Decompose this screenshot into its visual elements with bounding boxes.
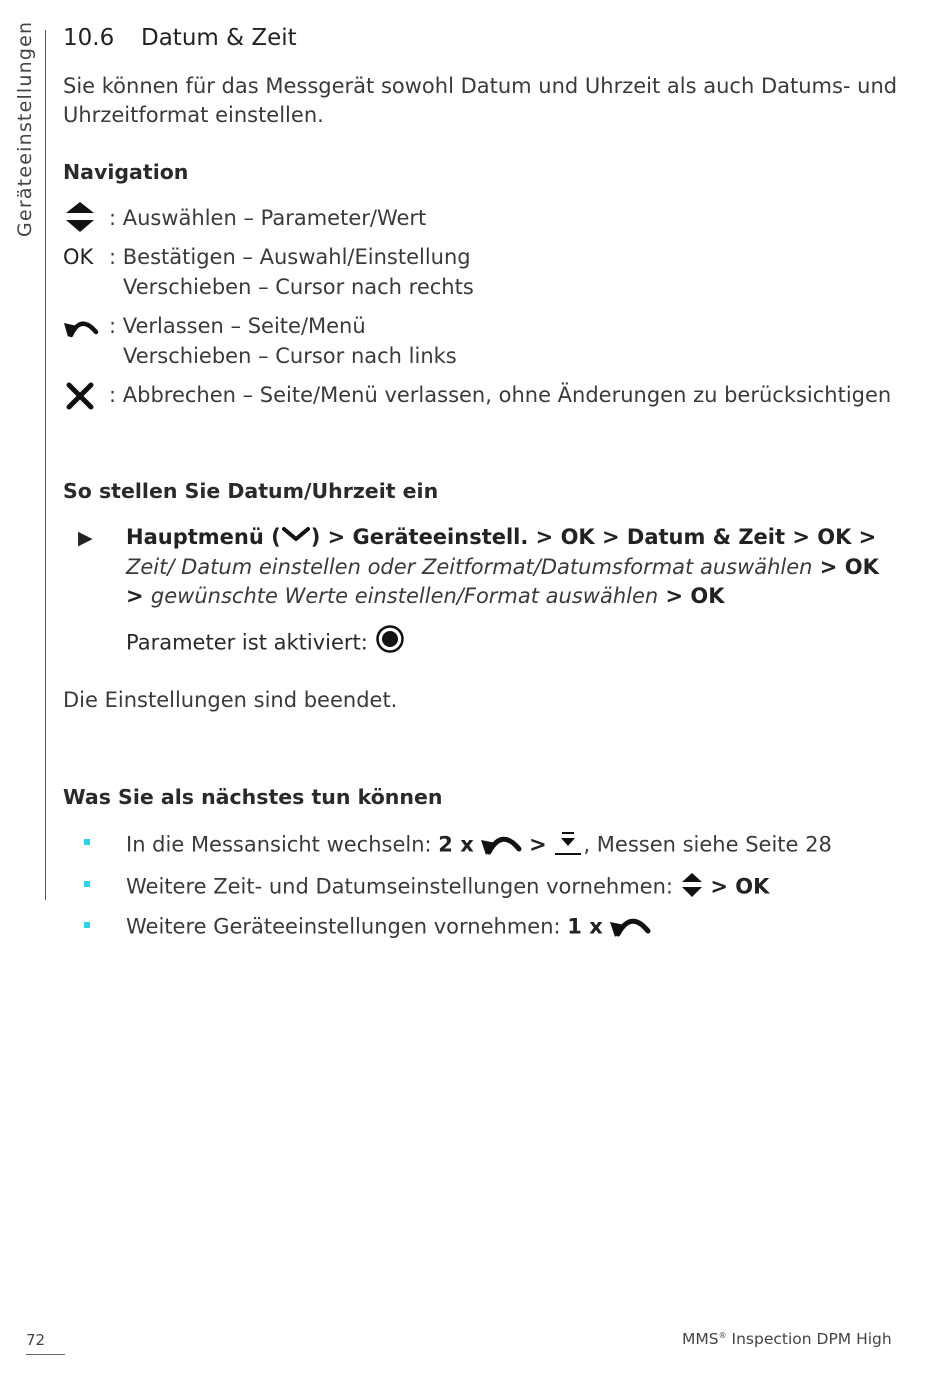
nav-ok-text: : Bestätigen – Auswahl/Einstellung: [109, 245, 471, 269]
page-number-underline: [26, 1354, 65, 1355]
up-down-arrows-icon: [63, 203, 103, 233]
bullet-square: [84, 881, 90, 887]
ok-key-label: OK: [63, 245, 94, 269]
section-number: 10.6: [63, 25, 115, 51]
radio-selected-icon: [375, 624, 405, 663]
step-bold-3: > OK >: [126, 554, 879, 609]
step-italic-1: Zeit/ Datum einstellen oder Zeitformat/Datumsformat auswählen: [126, 554, 813, 579]
sidebar-divider: [45, 30, 46, 900]
bullet-3-text: Weitere Geräteeinstellungen vornehmen:: [126, 914, 568, 939]
navigation-heading: Navigation: [63, 160, 189, 184]
step-bold-4: > OK: [658, 584, 725, 609]
bullet-square: [84, 839, 90, 845]
nav-back-text-2: Verschieben – Cursor nach links: [123, 344, 457, 368]
section-title: Datum & Zeit: [141, 25, 297, 51]
bullet-2-tail: > OK: [710, 874, 770, 899]
chevron-down-icon: [281, 523, 311, 553]
bullet-1-text: In die Messansicht wechseln:: [126, 832, 439, 857]
footer-product-name: Inspection DPM High: [726, 1330, 892, 1348]
nav-ok-text-2: Verschieben – Cursor nach rechts: [123, 275, 474, 299]
sidebar-chapter-label: Geräteeinstellungen: [14, 20, 36, 237]
back-arrow-icon: [480, 830, 522, 861]
next-heading: Was Sie als nächstes tun können: [63, 785, 443, 809]
registered-mark: ®: [718, 1331, 727, 1340]
bullet-square: [84, 922, 90, 928]
nav-back-text: : Verlassen – Seite/Menü: [109, 314, 366, 338]
bullet-1-separator: >: [529, 832, 547, 857]
parameter-line: [126, 624, 886, 663]
back-arrow-icon: [609, 912, 651, 943]
intro-paragraph: Sie können für das Messgerät sowohl Datum und Uhrzeit als auch Datums- und Uhrzeitformat einstellen.: [63, 74, 898, 127]
cancel-x-icon: [63, 380, 103, 410]
nav-select-text: : Auswählen – Parameter/Wert: [109, 206, 427, 230]
bullet-1-count: 2 x: [438, 832, 474, 857]
up-down-arrows-icon: [680, 871, 704, 904]
bullet-1-tail: , Messen siehe Seite 28: [583, 832, 832, 857]
nav-cancel-text: : Abbrechen – Seite/Menü verlassen, ohne Änderungen zu berücksichtigen: [109, 383, 892, 407]
procedure-heading: So stellen Sie Datum/Uhrzeit ein: [63, 479, 439, 503]
step-bold-2: ) > Geräteeinstell. > OK > Datum & Zeit > OK >: [310, 525, 877, 549]
parameter-text: Parameter ist aktiviert:: [126, 630, 368, 654]
footer-brand: MMS: [682, 1330, 719, 1348]
bullet-2-text: Weitere Zeit- und Datumseinstellungen vornehmen:: [126, 874, 680, 899]
footer-product: [682, 1330, 892, 1348]
done-paragraph: Die Einstellungen sind beendet.: [63, 688, 398, 712]
measure-view-icon: [553, 829, 583, 862]
back-arrow-icon: [63, 311, 103, 341]
procedure-step: [126, 523, 886, 662]
page-number: 72: [26, 1331, 46, 1349]
step-arrow-icon: ▶: [78, 527, 93, 549]
section-heading: [63, 25, 297, 51]
step-italic-2: gewünschte Werte einstellen/Format auswählen: [150, 584, 659, 609]
step-bold-1: Hauptmenü (: [126, 525, 281, 549]
bullet-3-count: 1 x: [567, 914, 603, 939]
